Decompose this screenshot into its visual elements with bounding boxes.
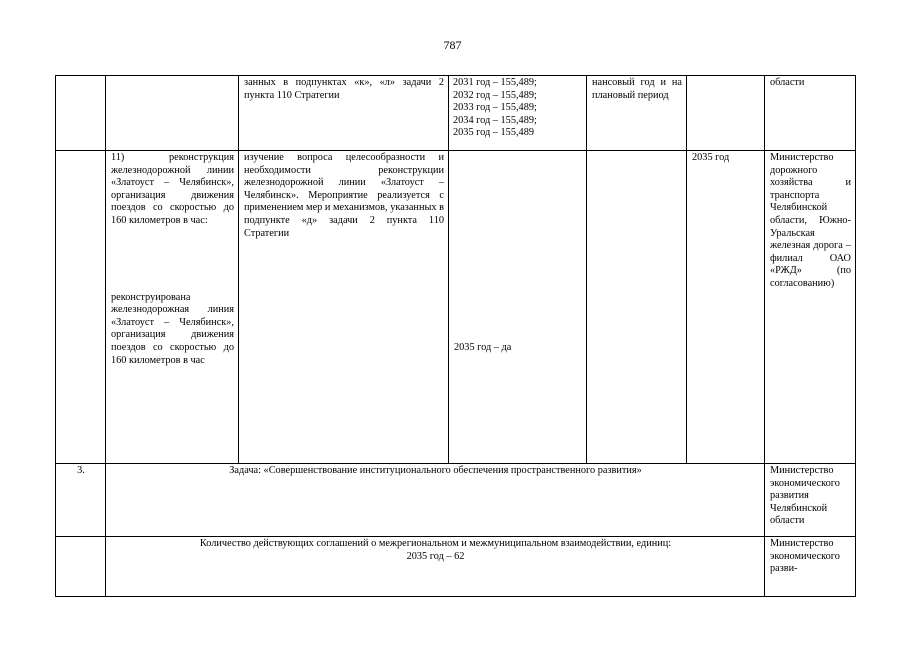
cell-responsible: области xyxy=(765,76,856,151)
cell-responsible: Министерство экономического разви- xyxy=(765,537,856,597)
strategy-table xyxy=(55,75,856,597)
value-line: 2031 год – 155,489; xyxy=(453,77,537,88)
table-row-indicator xyxy=(56,537,856,597)
event-result: реконструирована железнодорожная линия «Златоуст – Челябинск», организация движения поездов со скоростью до 160 километров в час xyxy=(111,291,234,366)
cell-values xyxy=(449,76,587,151)
cell-task-number: 3. xyxy=(56,464,106,537)
cell-responsible: Министерство экономического развития Челябинской области xyxy=(765,464,856,537)
page-number: 787 xyxy=(443,38,462,52)
value-line: 2034 год – 155,489; xyxy=(453,114,537,126)
cell-event xyxy=(106,76,239,151)
cell-description: изучение вопроса целесообразности и необходимости реконструкции железнодорожной линии «Златоуст –Челябинск». Мероприятие реализуется с применением мер и механизмов, указанных в подпункте «д» задачи 2 пункта 110 Стратегии xyxy=(239,151,449,464)
cell-funding-period: нансовый год и на плановый период xyxy=(587,76,687,151)
cell-event xyxy=(106,151,239,464)
table-row-continuation xyxy=(56,76,856,151)
indicator-text: Количество действующих соглашений о межрегиональном и межмуниципальном взаимодействии, единиц: xyxy=(199,538,672,549)
event-title: 11) реконструкция железнодорожной линии «Златоуст – Челябинск», организация движения поездов со скоростью до 160 километров в час: xyxy=(111,152,234,226)
table-row-item-11 xyxy=(56,151,856,464)
cell-number xyxy=(56,76,106,151)
value-line: 2035 год – да xyxy=(454,342,512,353)
cell-deadline xyxy=(687,76,765,151)
table-row-task-3 xyxy=(56,464,856,537)
document-table-container xyxy=(55,75,855,655)
cell-task-title: Задача: «Совершенствование институционального обеспечения пространственного развития» xyxy=(106,464,765,537)
cell-number xyxy=(56,537,106,597)
cell-responsible: Министерство дорожного хозяйства и транспорта Челябинской области, Южно-Уральская железная дорога – филиал ОАО «РЖД» (по согласованию) xyxy=(765,151,856,464)
cell-values xyxy=(449,151,587,464)
cell-deadline: 2035 год xyxy=(687,151,765,464)
value-line: 2032 год – 155,489; xyxy=(453,89,537,101)
cell-number xyxy=(56,151,106,464)
cell-description: занных в подпунктах «к», «л» задачи 2 пункта 110 Стратегии xyxy=(239,76,449,151)
cell-funding-period xyxy=(587,151,687,464)
value-line: 2033 год – 155,489; xyxy=(453,102,537,114)
value-line: 2035 год – 155,489 xyxy=(453,127,534,139)
cell-indicator xyxy=(106,537,765,597)
indicator-value: 2035 год – 62 xyxy=(406,550,465,562)
